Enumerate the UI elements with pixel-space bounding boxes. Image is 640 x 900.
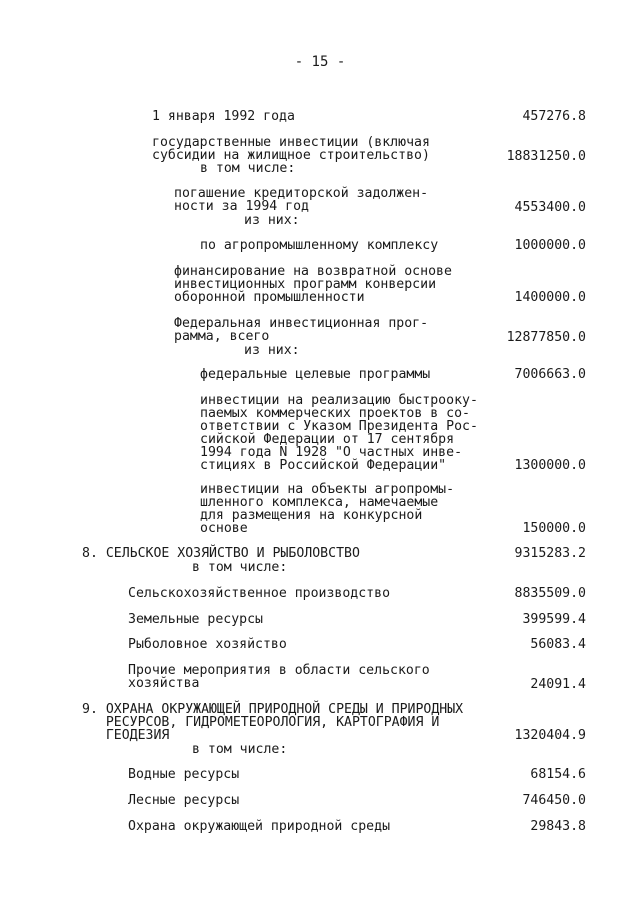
row-value: 29843.8 bbox=[530, 819, 586, 834]
row-label: 1 января 1992 года bbox=[152, 109, 295, 124]
row-label: по агропромышленному комплексу bbox=[200, 238, 439, 253]
row-value: 1320404.9 bbox=[514, 728, 586, 743]
row-label: федеральные целевые программы bbox=[200, 367, 431, 382]
row-label: Федеральная инвестиционная прог- рамма, всего bbox=[174, 316, 429, 344]
row-label: государственные инвестиции (включая субсидии на жилищное строительство) bbox=[152, 135, 430, 163]
row-sublabel: в том числе: bbox=[192, 742, 288, 757]
row-label: Водные ресурсы bbox=[128, 767, 240, 782]
row-label: Лесные ресурсы bbox=[128, 793, 240, 808]
row-label: инвестиции на реализацию быстрооку- паемых коммерческих проектов в со- ответствии с Указом Президента Рос- сийской Федерации от 17 сентября 1994 года N 1928 "О частных инве- стициях в Российской Федерации" bbox=[200, 393, 478, 473]
row-label: Прочие мероприятия в области сельского хозяйства bbox=[128, 663, 430, 691]
row-value: 56083.4 bbox=[530, 637, 586, 652]
row-label: погашение кредиторской задолжен- ности за 1994 год bbox=[174, 186, 429, 214]
row-value: 150000.0 bbox=[522, 521, 586, 536]
row-value: 8835509.0 bbox=[514, 586, 586, 601]
row-value: 24091.4 bbox=[530, 677, 586, 692]
row-value: 1300000.0 bbox=[514, 458, 586, 473]
row-sublabel: в том числе: bbox=[200, 161, 296, 176]
row-value: 4553400.0 bbox=[514, 200, 586, 215]
row-value: 9315283.2 bbox=[514, 546, 586, 561]
row-value: 68154.6 bbox=[530, 767, 586, 782]
row-value: 1000000.0 bbox=[514, 238, 586, 253]
section-heading: 8. СЕЛЬСКОЕ ХОЗЯЙСТВО И РЫБОЛОВСТВО bbox=[82, 546, 360, 561]
row-value: 746450.0 bbox=[522, 793, 586, 808]
row-label: Сельскохозяйственное производство bbox=[128, 586, 391, 601]
row-value: 7006663.0 bbox=[514, 367, 586, 382]
page-number: - 15 - bbox=[294, 54, 346, 70]
row-label: Рыболовное хозяйство bbox=[128, 637, 287, 652]
row-label: Охрана окружающей природной среды bbox=[128, 819, 391, 834]
row-value: 12877850.0 bbox=[506, 330, 586, 345]
row-value: 18831250.0 bbox=[506, 149, 586, 164]
section-heading: 9. ОХРАНА ОКРУЖАЮЩЕЙ ПРИРОДНОЙ СРЕДЫ И ПРИРОДНЫХ РЕСУРСОВ, ГИДРОМЕТЕОРОЛОГИЯ, КАРТОГРАФИЯ И ГЕОДЕЗИЯ bbox=[82, 702, 464, 743]
row-sublabel: из них: bbox=[244, 343, 300, 358]
row-label: финансирование на возвратной основе инвестиционных программ конверсии оборонной промышленности bbox=[174, 264, 452, 305]
row-value: 457276.8 bbox=[522, 109, 586, 124]
row-sublabel: из них: bbox=[244, 213, 300, 228]
row-value: 1400000.0 bbox=[514, 290, 586, 305]
row-sublabel: в том числе: bbox=[192, 560, 288, 575]
row-label: Земельные ресурсы bbox=[128, 612, 263, 627]
row-label: инвестиции на объекты агропромы- шленного комплекса, намечаемые для размещения на конкурсной основе bbox=[200, 482, 455, 536]
row-value: 399599.4 bbox=[522, 612, 586, 627]
